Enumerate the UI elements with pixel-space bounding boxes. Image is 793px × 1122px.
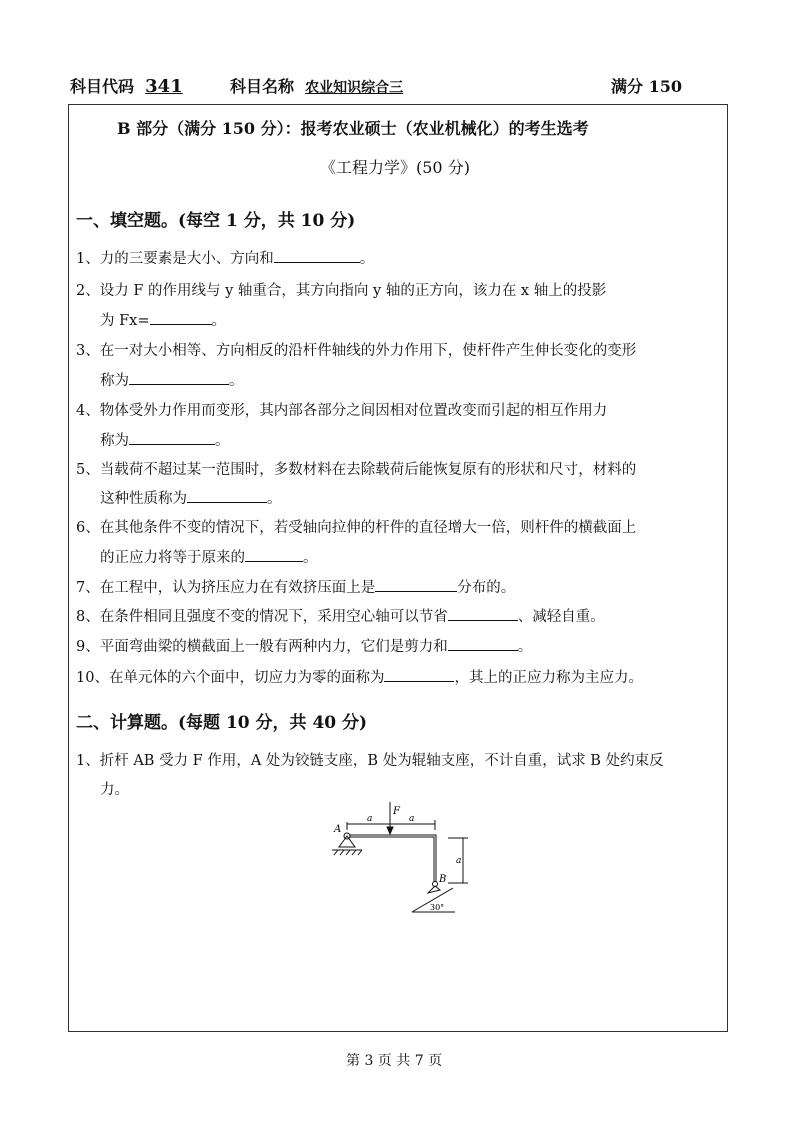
code-value: 341 [145,76,183,97]
q-end: 。 [211,313,226,329]
calc-question-1-cont: 力。 [100,782,129,798]
question-8 [76,605,605,626]
label-angle: 30° [430,903,445,912]
q-text: 8、在条件相同且强度不变的情况下，采用空心轴可以节省 [76,609,448,625]
q-text: 称为 [100,373,129,389]
name-value: 农业知识综合三 [305,80,404,96]
answer-blank [274,248,360,263]
q-end: 。 [267,491,282,507]
section2-title: 二、计算题。(每题 10 分，共 40 分) [76,713,368,733]
question-3-cont [100,369,244,390]
label-a-point: A [334,824,342,835]
answer-blank [129,430,215,445]
question-6-cont [100,546,318,567]
calc-question-1: 1、折杆 AB 受力 F 作用，A 处为铰链支座，B 处为辊轴支座，不计自重，试求 B 处约束反 [76,753,664,769]
score-value: 150 [648,77,682,96]
label-dim-a3: a [456,856,462,866]
subtitle: 《工程力学》(50 分) [320,158,470,177]
q-text: 9、平面弯曲梁的横截面上一般有两种内力，它们是剪力和 [76,639,448,655]
q-text: 1、力的三要素是大小、方向和 [76,251,274,267]
name-label: 科目名称 [230,77,295,96]
label-dim-a1: a [367,814,373,824]
question-5: 5、当载荷不超过某一范围时，多数材料在去除载荷后能恢复原有的形状和尺寸，材料的 [76,462,637,478]
label-force: F [393,806,400,817]
code-label: 科目代码 [70,77,135,96]
subject-name [230,74,403,97]
section1-title: 一、填空题。(每空 1 分，共 10 分) [76,211,356,231]
q-end: ，其上的正应力称为主应力。 [454,670,643,686]
bent-bar-figure [320,800,480,920]
answer-blank [384,667,454,682]
question-1 [76,247,374,268]
answer-blank [245,547,303,562]
question-5-cont [100,487,282,508]
answer-blank [129,370,229,385]
question-4: 4、物体受外力作用而变形，其内部各部分之间因相对位置改变而引起的相互作用力 [76,403,608,419]
score-label: 满分 [611,77,644,96]
q-end: 。 [229,373,244,389]
q-end: 。 [215,433,230,449]
subject-code [70,74,183,97]
question-9 [76,635,532,656]
question-7 [76,576,515,597]
q-text: 的正应力将等于原来的 [100,550,245,566]
label-dim-a2: a [409,814,415,824]
answer-blank [150,310,212,325]
answer-blank [448,636,518,651]
q-end: 。 [517,639,533,655]
answer-blank [187,488,267,503]
question-3: 3、在一对大小相等、方向相反的沿杆件轴线的外力作用下，使杆件产生伸长变化的变形 [76,343,637,359]
q-text: 为 Fx= [100,313,150,329]
question-2: 2、设力 F 的作用线与 y 轴重合，其方向指向 y 轴的正方向，该力在 x 轴上的投影 [76,283,607,299]
question-4-cont [100,429,230,450]
q-text: 10、在单元体的六个面中，切应力为零的面称为 [76,670,385,686]
full-score [611,74,682,97]
q-end: 、减轻自重。 [517,609,605,625]
q-end: 。 [359,251,375,267]
question-2-cont [100,309,226,330]
page-number: 第 3 页 共 7 页 [346,1053,443,1069]
answer-blank [448,606,518,621]
answer-blank [375,577,457,592]
q-text: 称为 [100,433,129,449]
label-b-point: B [439,874,447,885]
part-title: B 部分（满分 150 分）：报考农业硕士（农业机械化）的考生选考 [117,119,589,138]
question-10 [76,666,643,687]
q-text: 这种性质称为 [100,491,187,507]
q-end: 分布的。 [457,580,516,596]
question-6: 6、在其他条件不变的情况下，若受轴向拉伸的杆件的直径增大一倍，则杆件的横截面上 [76,520,637,536]
q-text: 7、在工程中，认为挤压应力在有效挤压面上是 [76,580,376,596]
q-end: 。 [303,550,318,566]
